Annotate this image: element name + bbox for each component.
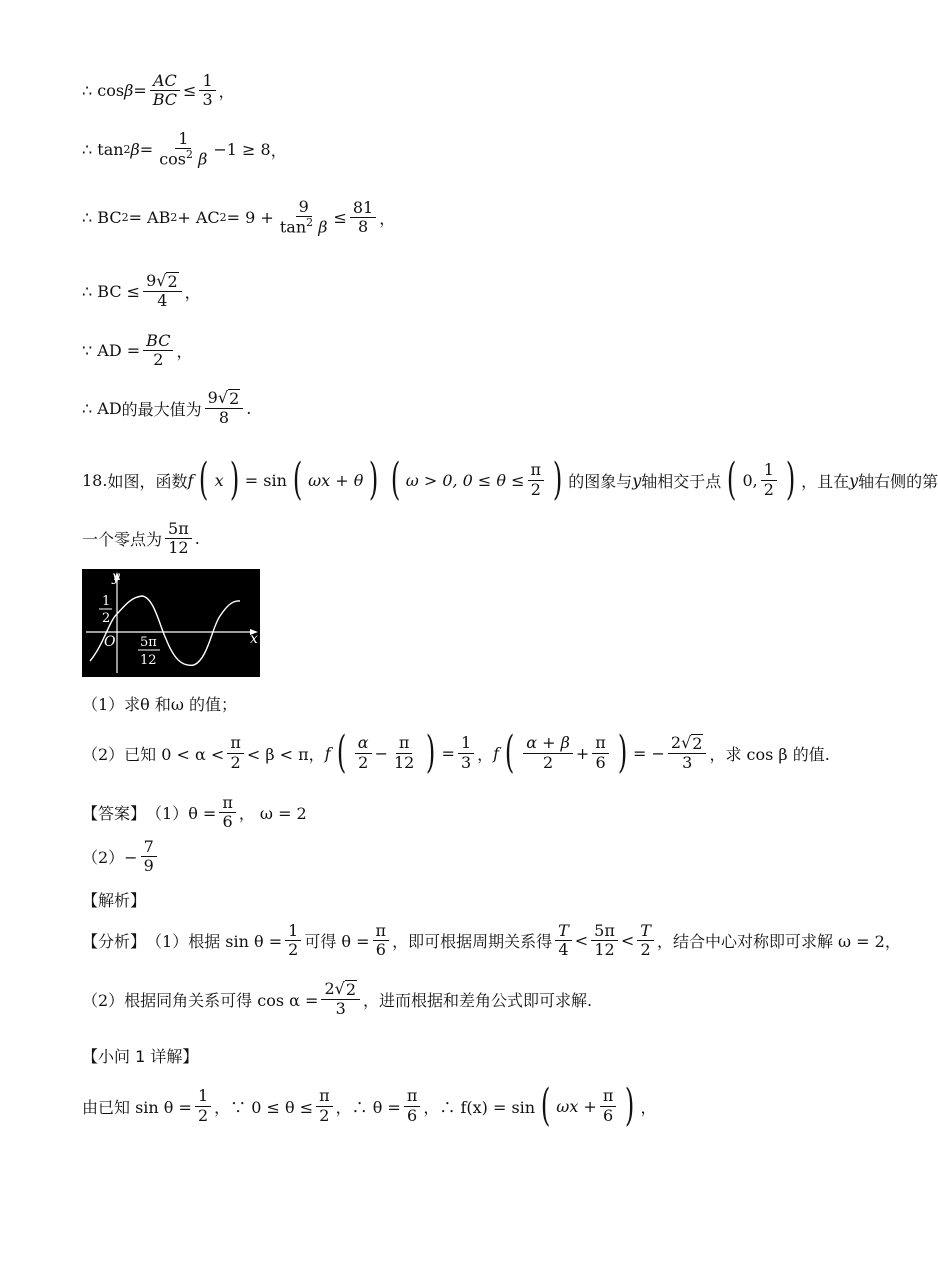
numerator: π xyxy=(404,1087,421,1106)
text: ∴ cos xyxy=(82,81,125,101)
text: − xyxy=(374,743,388,763)
text: （1）θ = xyxy=(146,804,217,824)
numerator xyxy=(143,272,182,292)
numerator: 1 xyxy=(458,734,474,753)
denominator: 2 xyxy=(542,752,554,772)
numerator: π xyxy=(227,734,244,753)
fraction xyxy=(592,734,609,772)
text: 9 xyxy=(146,271,157,290)
paren: ( xyxy=(336,727,346,778)
numerator: α + β xyxy=(523,734,573,753)
denominator: 8 xyxy=(357,217,369,237)
text: ，∴ f(x) = sin xyxy=(423,1097,536,1117)
paren: ( xyxy=(390,454,400,505)
question-2 xyxy=(82,727,830,778)
paren: ( xyxy=(504,727,515,778)
denominator: 2 xyxy=(319,1105,330,1125)
text: 2 xyxy=(670,732,682,752)
fraction xyxy=(600,1087,617,1125)
step-tan-beta xyxy=(82,130,287,169)
text: ≤ xyxy=(183,81,197,101)
sqrt: √ 2 xyxy=(217,388,240,408)
radicand: 2 xyxy=(167,272,178,291)
numerator: 1 xyxy=(175,130,191,149)
text: 的图象与 xyxy=(568,471,633,491)
text: ， xyxy=(184,282,201,302)
text: f xyxy=(493,743,500,763)
denominator: 8 xyxy=(218,408,230,428)
numerator: BC xyxy=(143,332,173,351)
fraction xyxy=(555,922,572,960)
fraction xyxy=(156,130,210,169)
paren: ) xyxy=(785,454,796,505)
superscript: 2 xyxy=(170,211,178,225)
text: ，进而根据和差角公式即可求解. xyxy=(363,990,593,1010)
paren: ( xyxy=(199,454,209,505)
fraction xyxy=(458,734,474,772)
text: （1）根据 sin θ = xyxy=(146,932,283,952)
origin-label: O xyxy=(104,634,116,650)
numerator: π xyxy=(316,1087,333,1106)
denominator: 6 xyxy=(407,1105,418,1125)
denominator: 2 xyxy=(763,479,774,499)
radicand: 2 xyxy=(345,980,357,999)
y-tick-numerator: 1 xyxy=(102,594,111,609)
text: 由已知 sin θ = xyxy=(82,1097,192,1117)
text: = sin xyxy=(244,470,287,490)
fenxi-label: 【分析】 xyxy=(82,932,147,952)
text: ≤ xyxy=(333,208,347,228)
denominator: 2 xyxy=(230,752,241,772)
text: = xyxy=(441,743,455,763)
text: β xyxy=(130,140,140,160)
numerator: 9 xyxy=(296,198,312,217)
numerator: π xyxy=(592,734,609,753)
fraction xyxy=(277,198,331,237)
text: β xyxy=(124,81,134,101)
text: −1 ≥ 8 xyxy=(213,140,271,160)
text: 轴相交于点 xyxy=(641,471,722,491)
step-bc-squared xyxy=(82,198,395,237)
denominator: 6 xyxy=(375,940,386,960)
fraction xyxy=(591,922,618,960)
step-cos-beta xyxy=(82,72,235,110)
denominator: 3 xyxy=(202,90,213,110)
text: < β < π， xyxy=(246,744,325,764)
analysis-label-text: 【解析】 xyxy=(82,891,147,910)
text: < xyxy=(620,931,635,951)
numerator: π xyxy=(396,734,413,753)
fraction xyxy=(350,199,376,237)
analysis-label xyxy=(82,888,146,911)
text: y xyxy=(849,470,859,490)
text: = 9 + xyxy=(226,208,274,228)
text: β xyxy=(318,217,328,237)
answer-2 xyxy=(82,838,160,876)
text: （1）求θ 和ω 的值； xyxy=(82,695,238,714)
denominator: 2 xyxy=(197,1105,209,1125)
text: β xyxy=(198,149,208,169)
paren: ( xyxy=(540,1080,551,1131)
superscript: 2 xyxy=(219,211,227,225)
paren: ) xyxy=(552,454,563,505)
numerator: 5π xyxy=(165,520,192,539)
paren: ) xyxy=(229,454,239,505)
denominator: 2 xyxy=(530,479,541,499)
numerator: π xyxy=(373,922,390,941)
numerator: π xyxy=(219,794,236,813)
text: ωx + xyxy=(556,1096,597,1116)
text: = AB xyxy=(128,208,171,228)
numerator: π xyxy=(600,1087,617,1106)
denominator: 12 xyxy=(168,538,189,558)
numerator: 1 xyxy=(195,1087,211,1106)
numerator: 1 xyxy=(285,922,301,941)
denominator: 2 xyxy=(153,350,164,370)
text: ωx + θ xyxy=(308,470,364,490)
text: ，结合中心对称即可求解 ω = 2， xyxy=(656,932,901,952)
numerator xyxy=(321,980,360,1000)
fraction xyxy=(143,272,182,311)
numerator: T xyxy=(637,922,654,941)
problem-number: 18. xyxy=(82,470,108,490)
fraction xyxy=(285,922,301,960)
paren: ( xyxy=(292,454,303,505)
denominator: 9 xyxy=(143,856,154,876)
answer-label: 【答案】 xyxy=(82,804,147,824)
text: ∴ BC xyxy=(82,208,122,228)
text: 如图，函数 xyxy=(107,471,188,491)
radicand: 2 xyxy=(229,389,240,408)
fraction xyxy=(404,1087,421,1125)
text: y xyxy=(632,470,642,490)
fraction xyxy=(150,72,180,110)
text: 9 xyxy=(207,388,218,407)
numerator: AC xyxy=(150,72,180,91)
numerator: 1 xyxy=(761,461,777,480)
text: ， xyxy=(270,141,287,161)
superscript: 2 xyxy=(186,148,194,162)
step-ad-max xyxy=(82,389,251,428)
detail-line1 xyxy=(82,1080,657,1131)
text: 轴右侧的第 xyxy=(858,471,938,491)
fraction xyxy=(165,520,192,558)
numerator: α xyxy=(355,734,372,753)
superscript: 2 xyxy=(121,211,129,225)
x-tick-numerator: 5π xyxy=(140,635,157,650)
fraction xyxy=(316,1087,333,1125)
text: . xyxy=(194,529,200,549)
function-graph xyxy=(82,569,260,677)
paren: ) xyxy=(625,1080,635,1131)
numerator xyxy=(668,734,707,754)
text: ∴ BC ≤ xyxy=(82,281,141,301)
paren: ) xyxy=(426,727,436,778)
problem-statement-line2 xyxy=(82,520,200,558)
radicand: 2 xyxy=(692,733,703,753)
fraction xyxy=(143,332,173,370)
text: + AC xyxy=(177,208,220,228)
numerator: T xyxy=(555,922,572,941)
numerator: π xyxy=(528,461,545,480)
superscript: 2 xyxy=(306,216,314,230)
text: （2）− xyxy=(82,848,138,868)
numerator: 7 xyxy=(141,838,157,857)
text: ω > 0, 0 ≤ θ ≤ xyxy=(405,470,525,490)
text: ∴ AD xyxy=(82,398,122,418)
text: cos xyxy=(159,149,187,169)
denominator xyxy=(277,217,331,237)
text: x xyxy=(214,470,224,490)
denominator: 3 xyxy=(335,999,346,1019)
fraction xyxy=(199,72,215,110)
sqrt: √ 2 xyxy=(334,979,357,999)
step-ad xyxy=(82,332,192,370)
denominator: 2 xyxy=(640,940,651,960)
text: = xyxy=(133,81,147,101)
text: f xyxy=(187,470,194,490)
text: （2）已知 0 < α < xyxy=(82,744,225,764)
text: 一个零点为 xyxy=(82,530,163,550)
denominator: 6 xyxy=(595,752,606,772)
text: ， xyxy=(176,342,193,362)
text: ，求 cos β 的值. xyxy=(709,744,830,764)
text: . xyxy=(246,398,252,418)
text: ，即可根据周期关系得 xyxy=(392,932,553,952)
text: ， xyxy=(640,1097,657,1117)
fraction xyxy=(761,461,777,499)
denominator: 6 xyxy=(222,812,233,832)
answer-1 xyxy=(82,794,307,832)
text: ，∴ θ = xyxy=(335,1097,401,1117)
numerator: 1 xyxy=(199,72,215,91)
text: < xyxy=(574,931,589,951)
problem-statement-line1 xyxy=(82,454,938,505)
text: ， ω = 2 xyxy=(238,804,307,824)
x-label: x xyxy=(250,631,258,647)
fraction xyxy=(205,389,244,428)
detail-label xyxy=(82,1044,198,1067)
denominator: BC xyxy=(152,90,178,110)
numerator xyxy=(205,389,244,409)
text: f xyxy=(324,743,331,763)
text: 可得 θ = xyxy=(304,932,370,952)
text: = − xyxy=(632,743,665,763)
step-bc-bound xyxy=(82,272,201,311)
fraction xyxy=(668,734,707,773)
text: ， xyxy=(218,82,235,102)
fraction xyxy=(391,734,417,772)
text: ，∵ 0 ≤ θ ≤ xyxy=(214,1097,314,1117)
question-1 xyxy=(82,692,237,715)
text: 2 xyxy=(324,979,335,998)
denominator: 12 xyxy=(394,752,415,772)
denominator: 3 xyxy=(460,752,472,772)
y-label: y xyxy=(112,569,120,585)
text: 的最大值为 xyxy=(121,399,202,419)
paren: ) xyxy=(369,454,379,505)
text: ∴ tan xyxy=(82,140,124,160)
denominator: 2 xyxy=(288,940,299,960)
text: ， xyxy=(477,744,494,764)
analysis-line2 xyxy=(82,980,592,1019)
fraction xyxy=(321,980,360,1019)
denominator xyxy=(156,149,210,169)
fraction xyxy=(637,922,654,960)
denominator: 3 xyxy=(682,753,693,772)
denominator: 12 xyxy=(594,940,615,960)
numerator: 81 xyxy=(350,199,376,218)
fraction xyxy=(523,734,573,772)
fraction xyxy=(227,734,244,772)
fraction xyxy=(219,794,236,832)
fraction xyxy=(373,922,390,960)
denominator: 6 xyxy=(602,1105,614,1125)
fraction xyxy=(528,461,545,499)
text: ∵ AD = xyxy=(82,341,141,361)
detail-label-text: 【小问 1 详解】 xyxy=(82,1047,199,1066)
denominator: 4 xyxy=(558,940,569,960)
text: （2）根据同角关系可得 cos α = xyxy=(82,990,319,1010)
text: 0, xyxy=(742,470,758,490)
fraction xyxy=(355,734,372,772)
text: ，且在 xyxy=(801,471,850,491)
paren: ( xyxy=(727,454,737,505)
sqrt: √ 2 xyxy=(681,732,703,753)
fraction xyxy=(141,838,157,876)
sqrt: √ 2 xyxy=(156,271,178,291)
numerator: 5π xyxy=(591,922,618,941)
x-tick-denominator: 12 xyxy=(140,653,157,668)
paren: ) xyxy=(617,727,628,778)
denominator: 4 xyxy=(157,291,168,311)
text: = xyxy=(139,140,154,160)
y-tick-denominator: 2 xyxy=(102,611,111,626)
fraction xyxy=(195,1087,211,1125)
superscript: 2 xyxy=(123,143,131,157)
text: ， xyxy=(379,209,396,229)
analysis-line1 xyxy=(82,922,901,960)
text: tan xyxy=(279,217,307,237)
denominator: 2 xyxy=(358,752,369,772)
text: + xyxy=(575,743,590,763)
